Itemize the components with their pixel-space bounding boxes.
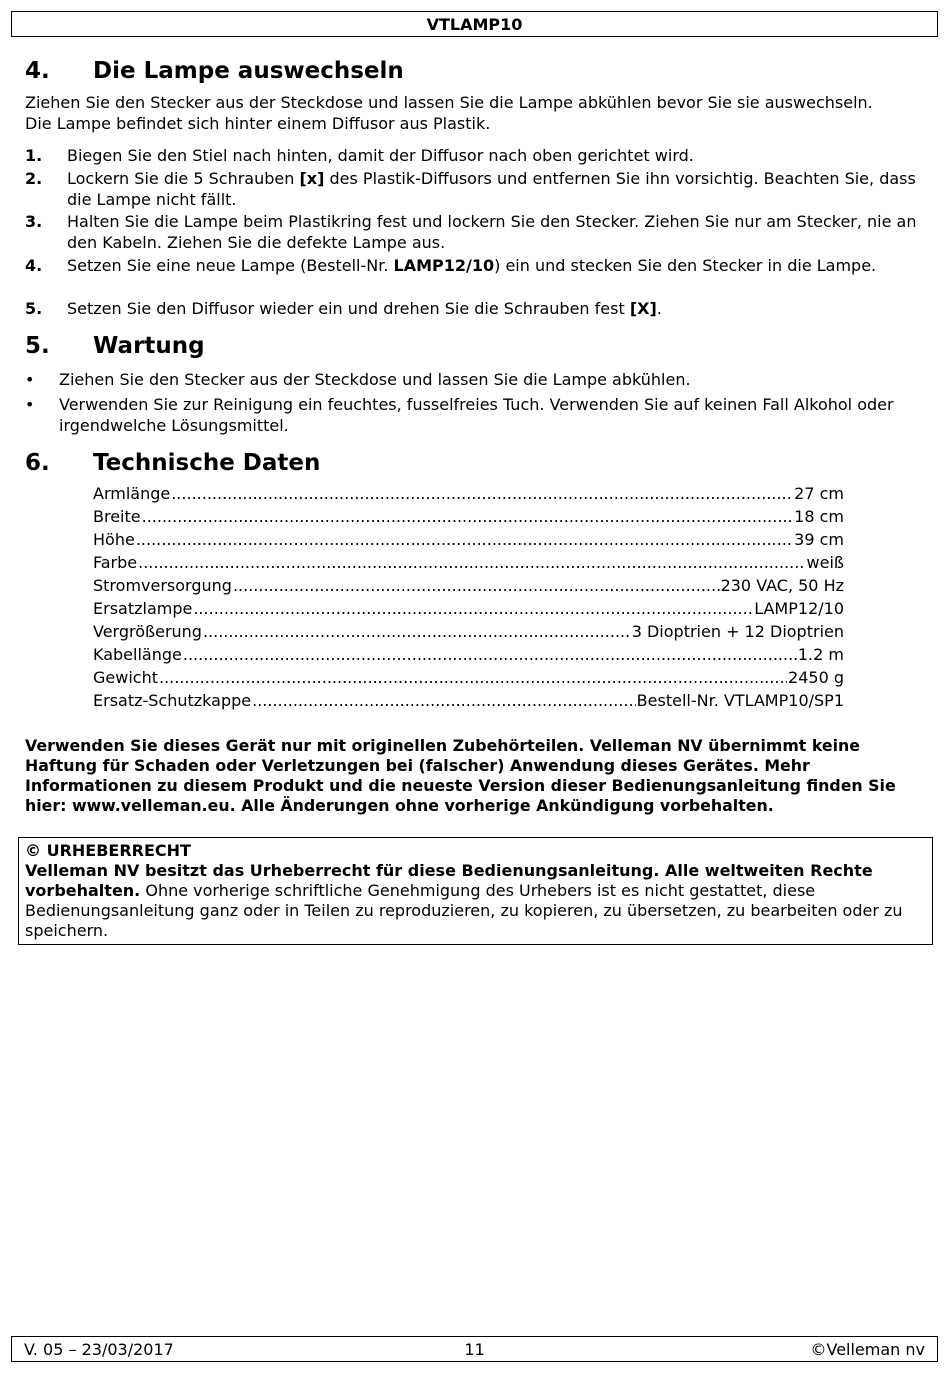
section-number: 6.: [25, 450, 50, 476]
section-heading: Die Lampe auswechseln: [93, 58, 404, 84]
spec-label: Stromversorgung: [93, 576, 232, 595]
spec-row: [93, 690, 844, 713]
spec-label: Armlänge: [93, 484, 171, 503]
spec-value: LAMP12/10: [754, 599, 844, 618]
step-item: [25, 211, 930, 253]
step-text: Halten Sie die Lampe beim Plastikring fest und lockern Sie den Stecker. Ziehen Sie nur am Stecker, nie an den Kabeln. Ziehen Sie die defekte Lampe aus.: [67, 212, 917, 252]
footer-page-number: 11: [464, 1340, 485, 1359]
section-heading: Technische Daten: [93, 450, 321, 476]
step-number: 2.: [25, 169, 43, 188]
bullet-text: Ziehen Sie den Stecker aus der Steckdose und lassen Sie die Lampe abkühlen.: [59, 370, 691, 389]
intro-line: Ziehen Sie den Stecker aus der Steckdose und lassen Sie die Lampe abkühlen bevor Sie sie auswechseln.: [25, 93, 873, 112]
step-number: 1.: [25, 146, 43, 165]
step-text: Setzen Sie den Diffusor wieder ein und drehen Sie die Schrauben fest [X].: [67, 299, 662, 318]
intro-paragraph: [25, 92, 935, 134]
spec-row: [93, 644, 844, 667]
step-item: [25, 145, 930, 166]
header-title: VTLAMP10: [426, 15, 523, 34]
section-number: 5.: [25, 333, 50, 359]
spec-value: 27 cm: [794, 484, 844, 503]
spec-row: [93, 483, 844, 506]
step-item: [25, 298, 930, 319]
spec-label: Farbe: [93, 553, 138, 572]
copyright-text: Ohne vorherige schriftliche Genehmigung des Urhebers ist es nicht gestattet, diese Bedienungsanleitung ganz oder in Teilen zu reproduzieren, zu kopieren, zu übersetzen, zu bearbeiten oder zu speichern.: [25, 881, 903, 940]
section-heading: Wartung: [93, 333, 205, 359]
step-number: 5.: [25, 299, 43, 318]
spec-label: Höhe: [93, 530, 135, 549]
step-number: 3.: [25, 212, 43, 231]
step-item: [25, 255, 930, 276]
spec-value: 2450 g: [788, 668, 844, 687]
spec-row: [93, 506, 844, 529]
section-title-lamp-replace: [25, 56, 404, 86]
bullet-text: Verwenden Sie zur Reinigung ein feuchtes, fusselfreies Tuch. Verwenden Sie auf keinen Fall Alkohol oder irgendwelche Lösungsmittel.: [59, 395, 894, 435]
spec-value: weiß: [806, 553, 844, 572]
spec-row: [93, 575, 844, 598]
spec-row: [93, 667, 844, 690]
bullet-item: [25, 394, 930, 436]
section-number: 4.: [25, 58, 50, 84]
spec-value: 230 VAC, 50 Hz: [720, 576, 844, 595]
document-footer: [11, 1336, 938, 1362]
section-title-maintenance: [25, 331, 205, 361]
spec-value: 3 Dioptrien + 12 Dioptrien: [631, 622, 844, 641]
step-text: Biegen Sie den Stiel nach hinten, damit der Diffusor nach oben gerichtet wird.: [67, 146, 694, 165]
spec-label: Ersatz-Schutzkappe: [93, 691, 252, 710]
spec-value: 18 cm: [794, 507, 844, 526]
spec-label: Breite: [93, 507, 141, 526]
footer-version: V. 05 – 23/03/2017: [24, 1340, 174, 1359]
spec-label: Vergrößerung: [93, 622, 202, 641]
spec-row: [93, 529, 844, 552]
spec-label: Ersatzlampe: [93, 599, 193, 618]
footer-company: ©Velleman nv: [810, 1340, 925, 1359]
spec-value: Bestell-Nr. VTLAMP10/SP1: [636, 691, 844, 710]
bullet-item: [25, 369, 930, 390]
copyright-box: [18, 837, 933, 945]
disclaimer-paragraph: Verwenden Sie dieses Gerät nur mit originellen Zubehörteilen. Velleman NV übernimmt keine Haftung für Schaden oder Verletzungen bei (falscher) Anwendung dieses Gerätes. Mehr Informationen zu diesem Produkt und die neueste Version dieser Bedienungsanleitung finden Sie hier: www.velleman.eu. Alle Änderungen ohne vorherige Ankündigung vorbehalten.: [25, 736, 896, 815]
document-header: [11, 11, 938, 37]
copyright-bold-text: Velleman NV besitzt das Urheberrecht für diese Bedienungsanleitung. Alle weltweiten Rechte vorbehalten.: [25, 861, 873, 900]
bullet-icon: •: [25, 395, 35, 414]
step-number: 4.: [25, 256, 43, 275]
step-text: Lockern Sie die 5 Schrauben [x] des Plastik-Diffusors und entfernen Sie ihn vorsichtig. Beachten Sie, dass die Lampe nicht fällt.: [67, 169, 916, 209]
spec-row: [93, 598, 844, 621]
spec-value: 1.2 m: [797, 645, 844, 664]
copyright-title: © URHEBERRECHT: [25, 841, 191, 860]
step-item: [25, 168, 930, 210]
spec-label: Gewicht: [93, 668, 158, 687]
spec-label: Kabellänge: [93, 645, 182, 664]
intro-line: Die Lampe befindet sich hinter einem Diffusor aus Plastik.: [25, 114, 491, 133]
bullet-icon: •: [25, 370, 35, 389]
step-text: Setzen Sie eine neue Lampe (Bestell-Nr. LAMP12/10) ein und stecken Sie den Stecker in die Lampe.: [67, 256, 877, 275]
section-title-tech-data: [25, 448, 320, 478]
spec-value: 39 cm: [794, 530, 844, 549]
spec-row: [93, 552, 844, 575]
spec-table: [93, 483, 844, 713]
spec-row: [93, 621, 844, 644]
